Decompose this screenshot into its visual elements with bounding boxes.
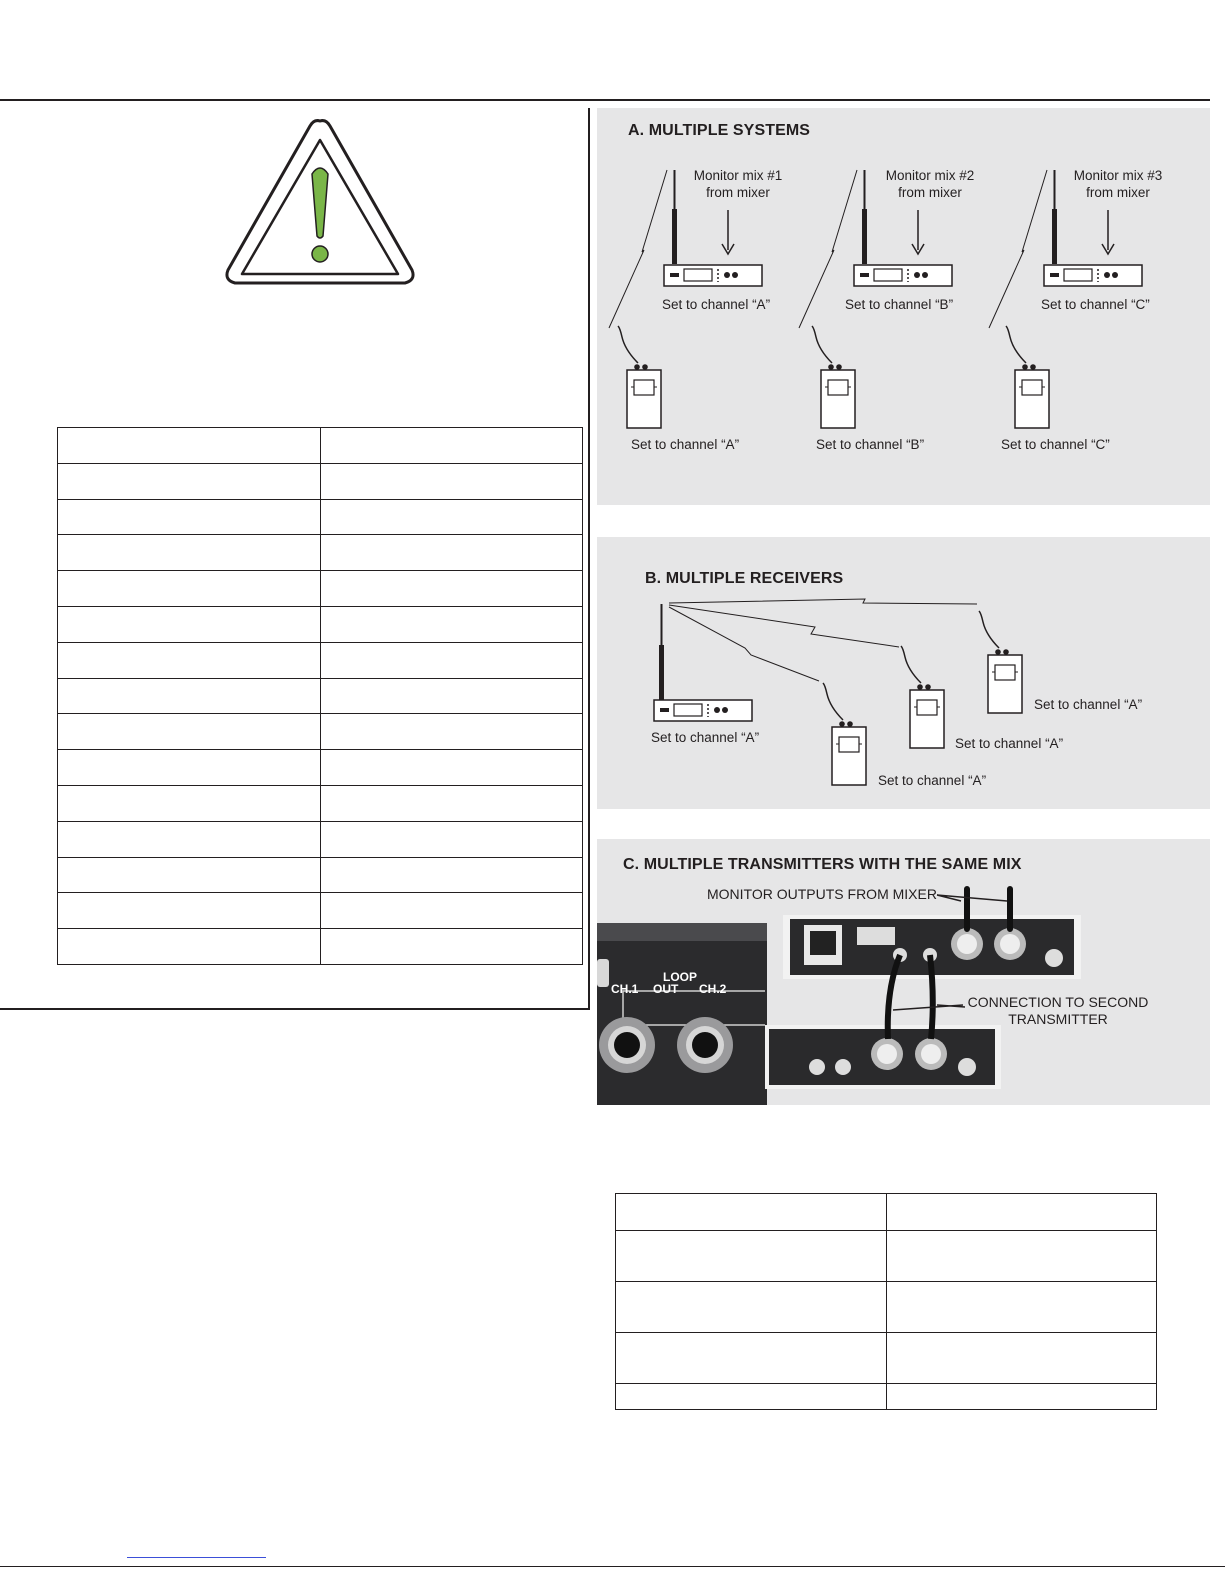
table-cell [320, 821, 583, 857]
table-cell [320, 428, 583, 464]
table-row [58, 714, 583, 750]
table-cell [886, 1384, 1157, 1410]
table-cell [58, 463, 321, 499]
table-cell [886, 1282, 1157, 1333]
rx-channel-c-label: Set to channel “C” [1001, 437, 1110, 452]
right-table [615, 1193, 1157, 1410]
table-cell [616, 1282, 887, 1333]
table-cell [58, 821, 321, 857]
table-cell [58, 750, 321, 786]
table-row [58, 463, 583, 499]
table-cell [58, 929, 321, 965]
transmitter-1 [664, 265, 762, 286]
rx-channel-a-label: Set to channel “A” [631, 437, 740, 452]
antenna-icon [672, 209, 677, 264]
closeup-out-label: OUT [653, 982, 679, 996]
b-transmitter [654, 700, 752, 721]
table-cell [320, 857, 583, 893]
transmitter-3 [1044, 265, 1142, 286]
connection-label: CONNECTION TO SECOND TRANSMITTER [967, 994, 1149, 1027]
table-cell [58, 678, 321, 714]
table-cell [58, 714, 321, 750]
antenna-icon [1052, 209, 1057, 264]
table-cell [886, 1231, 1157, 1282]
b-rx-3-channel-label: Set to channel “A” [1034, 697, 1143, 712]
table-row [616, 1194, 1157, 1231]
table-cell [320, 929, 583, 965]
table-cell [58, 857, 321, 893]
table-row [58, 571, 583, 607]
closeup-loop-label: LOOP [663, 970, 698, 984]
table-cell [616, 1231, 887, 1282]
tx-channel-a-label: Set to channel “A” [662, 297, 771, 312]
table-cell [58, 428, 321, 464]
table-cell [320, 785, 583, 821]
table-row [58, 499, 583, 535]
table-cell [320, 535, 583, 571]
table-cell [320, 571, 583, 607]
bodypack-3 [1006, 326, 1049, 428]
table-row [58, 785, 583, 821]
table-cell [320, 893, 583, 929]
monitor-mix-1-label: Monitor mix #1 from mixer [693, 168, 783, 200]
table-cell [616, 1333, 887, 1384]
table-row [58, 535, 583, 571]
panel-multiple-receivers [597, 537, 1210, 809]
table-cell [320, 642, 583, 678]
table-cell [320, 606, 583, 642]
footer-link[interactable] [127, 1557, 266, 1558]
table-cell [58, 606, 321, 642]
table-row [58, 929, 583, 965]
header-rule [0, 99, 1210, 101]
table-row [616, 1282, 1157, 1333]
panel-multiple-systems [597, 108, 1210, 505]
table-cell [320, 463, 583, 499]
table-cell [320, 714, 583, 750]
b-bodypack-1 [823, 683, 866, 785]
b-rx-2-channel-label: Set to channel “A” [955, 736, 1064, 751]
table-cell [320, 678, 583, 714]
tx-channel-c-label: Set to channel “C” [1041, 297, 1150, 312]
panel-b-title: B. MULTIPLE RECEIVERS [645, 570, 844, 587]
left-section-bottom-rule [0, 1008, 590, 1010]
table-row [58, 857, 583, 893]
panel-a-title: A. MULTIPLE SYSTEMS [628, 122, 811, 139]
antenna-icon [862, 209, 867, 264]
bodypack-1 [618, 326, 661, 428]
table-row [58, 893, 583, 929]
table-cell [58, 499, 321, 535]
table-cell [320, 499, 583, 535]
bodypack-2 [812, 326, 855, 428]
monitor-mix-2-label: Monitor mix #2 from mixer [885, 168, 975, 200]
tx-channel-b-label: Set to channel “B” [845, 297, 954, 312]
b-bodypack-2 [901, 646, 944, 748]
left-table [57, 427, 583, 965]
panel-c-title: C. MULTIPLE TRANSMITTERS WITH THE SAME MIX [623, 856, 1022, 873]
table-row [616, 1384, 1157, 1410]
closeup-ch1-label: CH.1 [611, 982, 639, 996]
table-cell [58, 893, 321, 929]
monitor-mix-3-label: Monitor mix #3 from mixer [1073, 168, 1163, 200]
monitor-outputs-label: MONITOR OUTPUTS FROM MIXER [707, 886, 937, 902]
table-row [616, 1333, 1157, 1384]
table-cell [616, 1384, 887, 1410]
table-row [58, 678, 583, 714]
receiver-group [654, 599, 1022, 785]
table-row [58, 428, 583, 464]
table-row [58, 750, 583, 786]
table-cell [616, 1194, 887, 1231]
panel-b-diagram [597, 537, 1210, 809]
b-tx-channel-label: Set to channel “A” [651, 730, 760, 745]
closeup-ch2-label: CH.2 [699, 982, 727, 996]
column-divider [588, 108, 590, 1010]
table-cell [58, 785, 321, 821]
table-cell [886, 1194, 1157, 1231]
b-rx-1-channel-label: Set to channel “A” [878, 773, 987, 788]
table-row [58, 821, 583, 857]
table-cell [58, 571, 321, 607]
table-cell [886, 1333, 1157, 1384]
table-row [58, 606, 583, 642]
table-cell [58, 535, 321, 571]
table-row [616, 1231, 1157, 1282]
table-row [58, 642, 583, 678]
panel-multiple-transmitters [597, 839, 1210, 1105]
antenna-icon [659, 645, 664, 700]
table-cell [58, 642, 321, 678]
table-cell [320, 750, 583, 786]
warning-triangle-icon [222, 118, 418, 288]
b-bodypack-3 [979, 611, 1022, 713]
rx-channel-b-label: Set to channel “B” [816, 437, 925, 452]
footer-rule [0, 1566, 1225, 1567]
panel-c-diagram [597, 839, 1210, 1105]
transmitter-2 [854, 265, 952, 286]
